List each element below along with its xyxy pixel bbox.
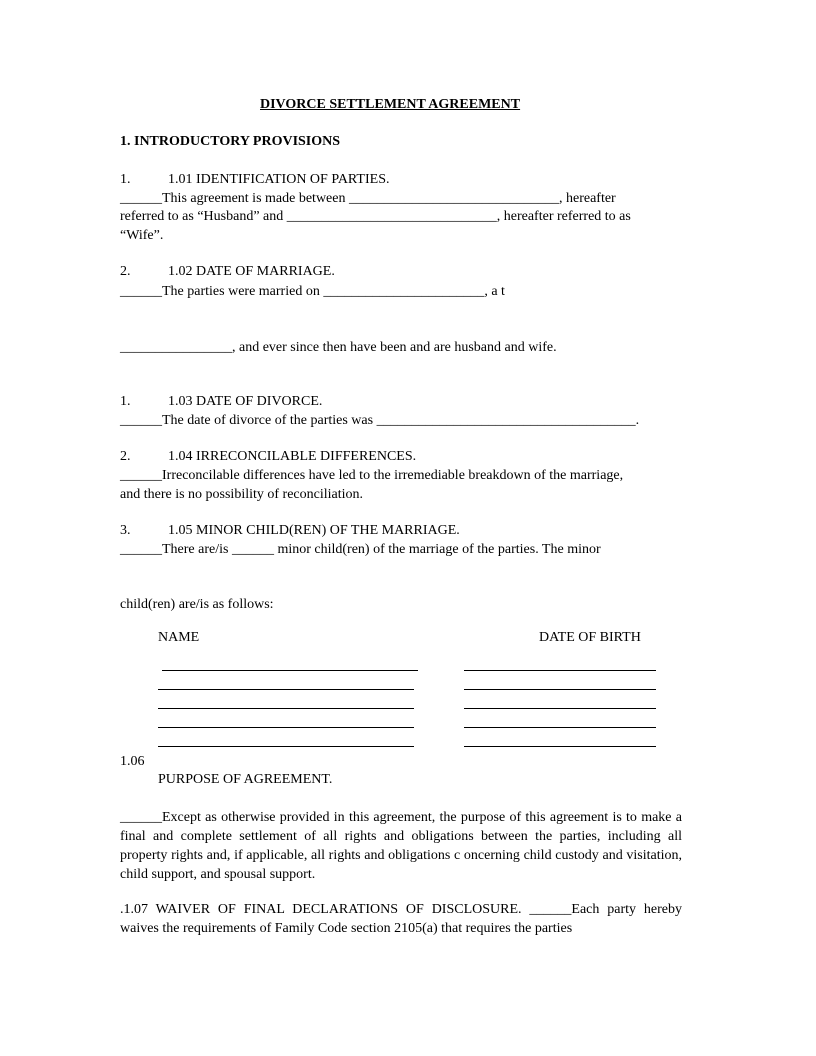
item-number: 3. [120, 523, 131, 538]
heading-1-03 [120, 393, 322, 411]
purpose-paragraph: ______Except as otherwise provided in this agreement, the purpose of this agreement is to make a final and complete settlement of all rights and obligations between the parties, including all property rights and, if applicable, all rights and obligations c oncerning child custody and visitation, child support, and spousal support. [120, 810, 682, 882]
dob-blank-line [464, 746, 656, 747]
text-line: ______The date of divorce of the parties was _____________________________________. [120, 413, 640, 428]
name-blank-line [162, 670, 418, 671]
text-line: “Wife”. [120, 228, 164, 243]
text-line: and there is no possibility of reconciliation. [120, 487, 364, 502]
item-number: 1. [120, 172, 131, 187]
dob-blank-line [464, 670, 656, 671]
name-blank-line [158, 708, 414, 709]
name-blank-line [158, 746, 414, 747]
item-heading: 1.05 MINOR CHILD(REN) OF THE MARRIAGE. [168, 523, 460, 538]
text-line: ________________, and ever since then have been and are husband and wife. [120, 340, 557, 355]
text-line: ______This agreement is made between ______________________________, hereafter [120, 191, 616, 206]
dob-blank-line [464, 727, 656, 728]
heading-1-01 [120, 171, 389, 189]
name-blank-line [158, 689, 414, 690]
section-heading: 1. INTRODUCTORY PROVISIONS [120, 134, 341, 149]
item-heading: 1.02 DATE OF MARRIAGE. [168, 264, 335, 279]
item-heading: 1.04 IRRECONCILABLE DIFFERENCES. [168, 449, 417, 464]
text-line: child(ren) are/is as follows: [120, 597, 274, 612]
item-number: 2. [120, 449, 131, 464]
document-title: DIVORCE SETTLEMENT AGREEMENT [260, 97, 521, 112]
item-number: 1. [120, 394, 131, 409]
item-number: 2. [120, 264, 131, 279]
text-line: referred to as “Husband” and ______________________________, hereafter referred to as [120, 209, 631, 224]
name-blank-line [158, 727, 414, 728]
dob-blank-line [464, 708, 656, 709]
text-line: ______The parties were married on _______________________, a t [120, 284, 505, 299]
item-heading: 1.03 DATE OF DIVORCE. [168, 394, 323, 409]
item-heading: 1.01 IDENTIFICATION OF PARTIES. [168, 172, 390, 187]
text-line: ______Irreconcilable differences have led to the irremediable breakdown of the marriage, [120, 468, 624, 483]
dob-blank-line [464, 689, 656, 690]
heading-1-02 [120, 263, 335, 281]
column-header-name: NAME [158, 630, 200, 645]
heading-1-06: PURPOSE OF AGREEMENT. [158, 772, 333, 787]
heading-1-05 [120, 522, 460, 540]
waiver-paragraph: .1.07 WAIVER OF FINAL DECLARATIONS OF DISCLOSURE. ______Each party hereby waives the requirements of Family Code section 2105(a) that requires the parties [120, 902, 682, 936]
column-header-date-of-birth: DATE OF BIRTH [539, 630, 641, 645]
heading-1-04 [120, 448, 416, 466]
text-line: ______There are/is ______ minor child(ren) of the marriage of the parties. The minor [120, 542, 601, 557]
item-number-1-06: 1.06 [120, 754, 145, 769]
